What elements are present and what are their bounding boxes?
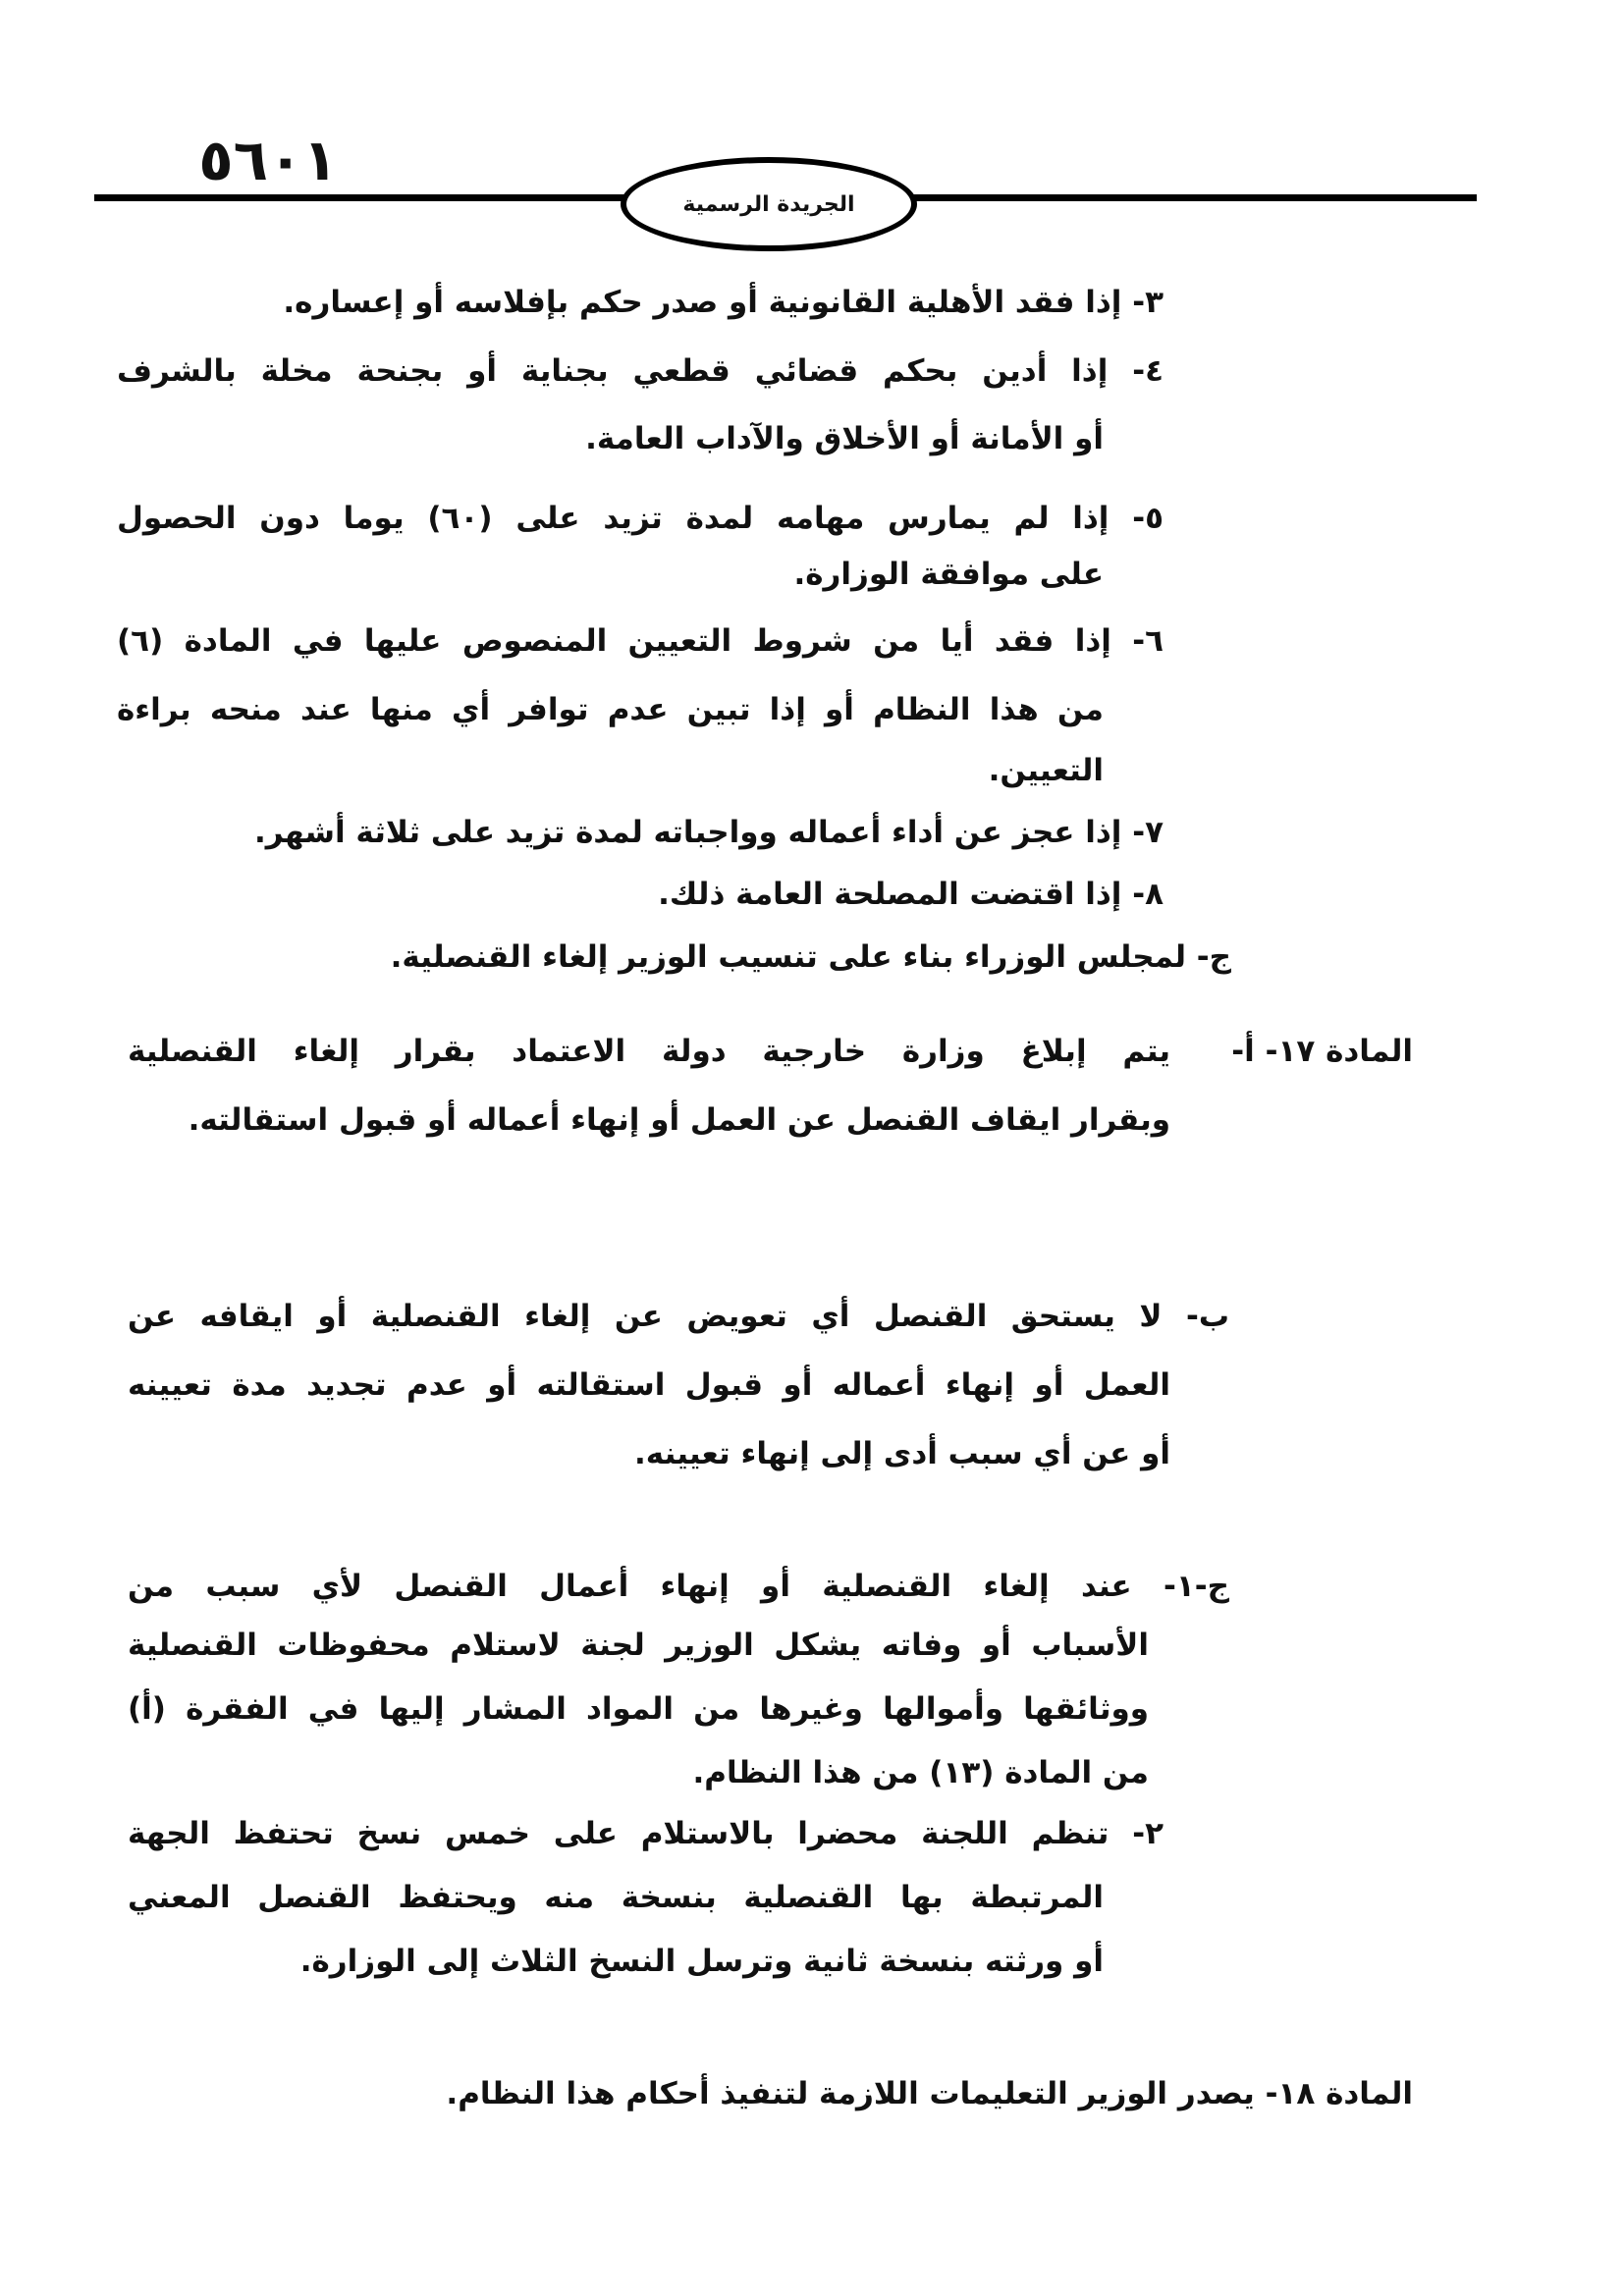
page-number: ٥٦٠١ — [198, 127, 338, 193]
clause-5-line-1: ٥- إذا لم يمارس مهامه لمدة تزيد على (٦٠) يوما دون الحصول — [117, 501, 1164, 536]
article-17-heading: المادة ١٧- أ- — [1231, 1034, 1413, 1069]
article-17-c1-line-2: الأسباب أو وفاته يشكل الوزير لجنة لاستلام محفوظات القنصلية — [128, 1628, 1149, 1663]
article-17-c2-line-2: المرتبطة بها القنصلية بنسخة منه ويحتفظ القنصل المعني — [128, 1880, 1104, 1915]
clause-3-line: ٣- إذا فقد الأهلية القانونية أو صدر حكم بإفلاسه أو إعساره. — [283, 285, 1164, 320]
article-17-c1-line-4: من المادة (١٣) من هذا النظام. — [692, 1755, 1149, 1790]
clause-7-line: ٧- إذا عجز عن أداء أعماله وواجباته لمدة تزيد على ثلاثة أشهر. — [253, 815, 1164, 850]
article-17-a-line-2: وبقرار ايقاف القنصل عن العمل أو إنهاء أعماله أو قبول استقالته. — [188, 1102, 1170, 1138]
clause-6-line-1: ٦- إذا فقد أيا من شروط التعيين المنصوص عليها في المادة (٦) — [117, 623, 1164, 659]
journal-title: الجريدة الرسمية — [682, 191, 855, 217]
article-17-c2-line-1: ٢- تنظم اللجنة محضرا بالاستلام على خمس نسخ تحتفظ الجهة — [128, 1816, 1164, 1851]
article-17-b-line-1: ب- لا يستحق القنصل أي تعويض عن إلغاء القنصلية أو ايقافه عن — [128, 1299, 1229, 1334]
clause-4-line-2: أو الأمانة أو الأخلاق والآداب العامة. — [585, 421, 1104, 456]
article-17-c1-line-3: ووثائقها وأموالها وغيرها من المواد المشار إليها في الفقرة (أ) — [128, 1691, 1149, 1727]
article-17-a-line-1: يتم إبلاغ وزارة خارجية دولة الاعتماد بقرار إلغاء القنصلية — [128, 1034, 1170, 1069]
clause-5-line-2: على موافقة الوزارة. — [793, 557, 1104, 592]
clause-j-line: ج- لمجلس الوزراء بناء على تنسيب الوزير إلغاء القنصلية. — [390, 939, 1231, 975]
clause-8-line: ٨- إذا اقتضت المصلحة العامة ذلك. — [658, 877, 1164, 912]
journal-title-oval — [621, 157, 917, 251]
article-17-b-line-3: أو عن أي سبب أدى إلى إنهاء تعيينه. — [634, 1436, 1170, 1471]
clause-6-line-2: من هذا النظام أو إذا تبين عدم توافر أي منها عند منحه براءة — [117, 692, 1104, 727]
article-17-c2-line-3: أو ورثته بنسخة ثانية وترسل النسخ الثلاث إلى الوزارة. — [299, 1944, 1104, 1979]
article-17-c1-line-1: ج-١- عند إلغاء القنصلية أو إنهاء أعمال القنصل لأي سبب من — [128, 1569, 1229, 1604]
article-17-b-line-2: العمل أو إنهاء أعماله أو قبول استقالته أو عدم تجديد مدة تعيينه — [128, 1367, 1170, 1403]
clause-6-line-3: التعيين. — [988, 753, 1104, 788]
clause-4-line-1: ٤- إذا أدين بحكم قضائي قطعي بجناية أو بجنحة مخلة بالشرف — [117, 353, 1164, 389]
article-18-line: المادة ١٨- يصدر الوزير التعليمات اللازمة لتنفيذ أحكام هذا النظام. — [446, 2076, 1413, 2111]
